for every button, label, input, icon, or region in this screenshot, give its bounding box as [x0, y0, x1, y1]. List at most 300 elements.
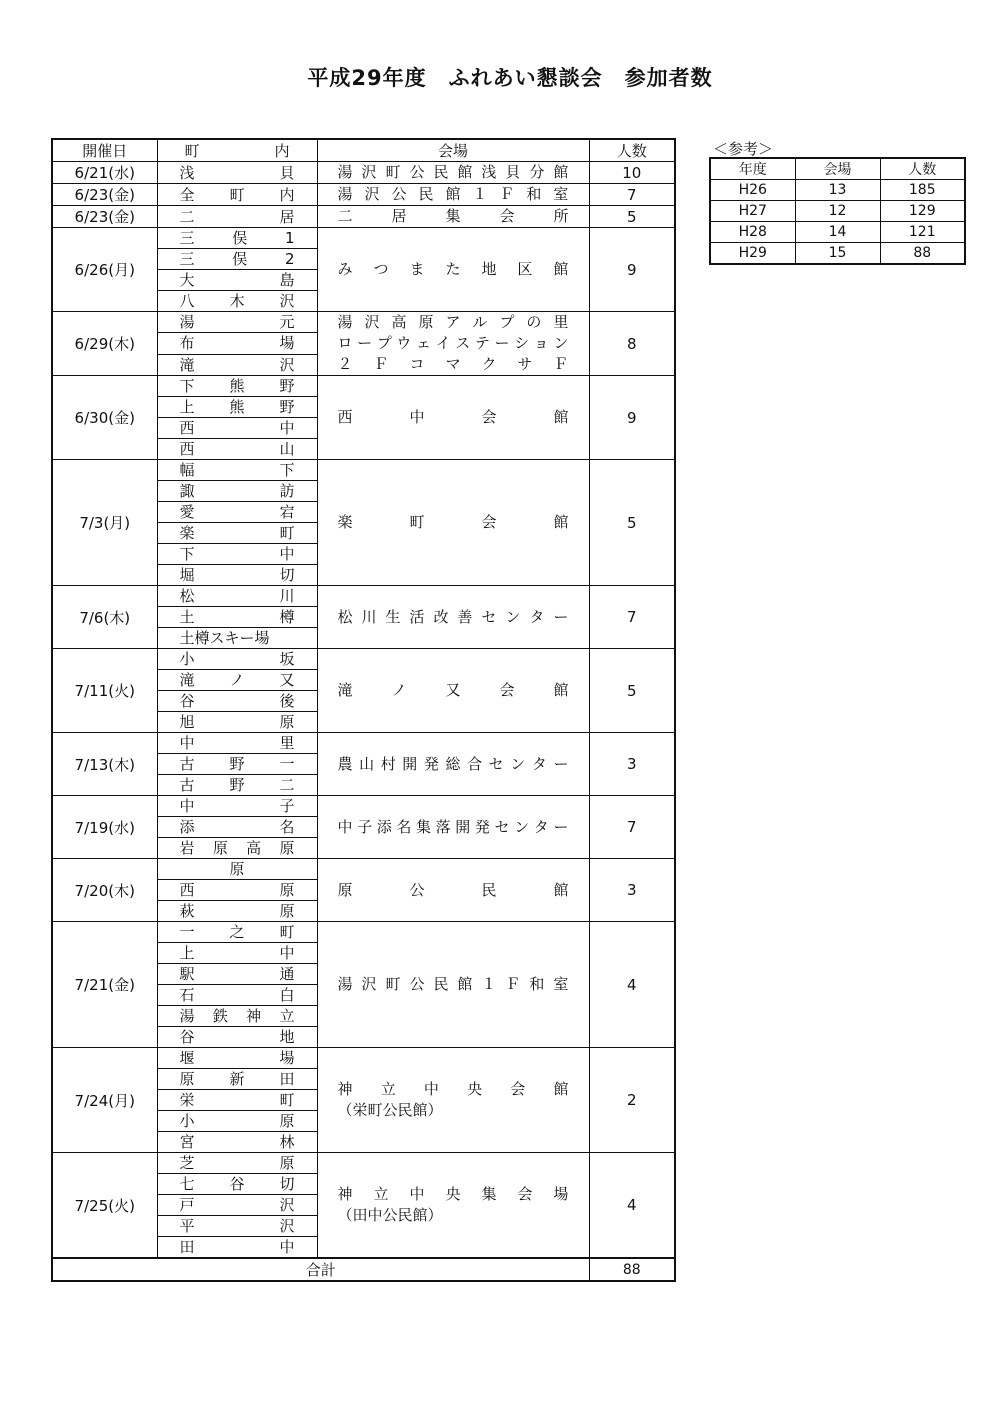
town-cell: [157, 1069, 317, 1090]
town-char: 沢: [279, 355, 295, 374]
town-char: 之: [229, 923, 245, 941]
town-cell: [157, 184, 317, 206]
town-char: ノ: [229, 671, 245, 689]
reference-row: [710, 201, 965, 222]
town-char: 子: [279, 797, 295, 815]
table-row: [52, 1048, 675, 1069]
town-cell: [157, 1153, 317, 1174]
town-cell: [157, 228, 317, 249]
town-cell: [157, 291, 317, 312]
venue-name: 湯 沢 町 公 民 館 浅 貝 分 館: [337, 163, 569, 181]
town-cell: [157, 1027, 317, 1048]
town-name: [180, 397, 295, 417]
town-char: 幅: [179, 461, 195, 479]
town-name: [180, 586, 295, 606]
reference-header: [710, 158, 965, 180]
venue-cell: [317, 586, 589, 649]
town-char: 宮: [179, 1133, 195, 1151]
venue-name: 農 山 村 開 発 総 合 セ ン タ ー: [337, 754, 569, 773]
town-char: 二: [179, 207, 195, 226]
town-char: 野: [279, 377, 295, 395]
town-name: [180, 1132, 295, 1152]
reference-cell: 129: [880, 201, 965, 222]
town-cell: [157, 607, 317, 628]
table-row: [52, 312, 675, 333]
venue-name: 湯 沢 高 原 ア ル プ の 里: [337, 313, 569, 331]
town-char: 木: [229, 292, 245, 310]
reference-cell: H28: [710, 222, 795, 243]
town-char: 宕: [279, 503, 295, 521]
town-char: 白: [279, 986, 295, 1004]
town-name: [180, 733, 295, 753]
town-char: 谷: [179, 1028, 195, 1046]
venue-name: 西 中 会 館: [337, 408, 569, 426]
session-date: 7/3(月): [52, 460, 157, 586]
town-char: 土樽スキー場: [179, 629, 270, 647]
participant-count: 10: [589, 162, 675, 184]
venue-cell: [317, 460, 589, 586]
sessions-body: [52, 162, 675, 1259]
town-cell: [157, 502, 317, 523]
table-row: [52, 206, 675, 228]
venue-name: 中 子 添 名 集 落 開 発 セ ン タ ー: [337, 817, 569, 836]
venue-name: 湯 沢 町 公 民 館 １ Ｆ 和 室: [337, 975, 569, 993]
town-char: 戸: [179, 1196, 195, 1214]
participant-count: 3: [589, 733, 675, 796]
town-char: 里: [279, 734, 295, 752]
town-char: 中: [279, 944, 295, 962]
town-name: [180, 1006, 295, 1026]
town-name: [180, 943, 295, 963]
venue-cell: [317, 206, 589, 228]
town-char: 三: [179, 229, 195, 247]
venue-cell: [317, 922, 589, 1048]
venue-cell: [317, 649, 589, 733]
town-char: 西: [179, 419, 195, 437]
header-count: 人数: [589, 139, 675, 162]
town-char: 切: [279, 1175, 295, 1193]
town-char: 谷: [229, 1175, 245, 1193]
town-char: 町: [229, 185, 245, 204]
town-char: 立: [279, 1007, 295, 1025]
reference-row: [710, 222, 965, 243]
table-row: [52, 586, 675, 607]
town-name: [180, 249, 295, 269]
town-name: [180, 754, 295, 774]
venue-cell: [317, 1048, 589, 1153]
town-char: 三: [179, 250, 195, 268]
town-name: [180, 712, 295, 732]
total-label: 合計: [52, 1258, 589, 1281]
town-char: 田: [179, 1238, 195, 1256]
town-char: 中: [179, 734, 195, 752]
town-char: 神: [246, 1007, 262, 1025]
town-name: [180, 312, 295, 332]
town-char: 諏: [179, 482, 195, 500]
session-date: 6/21(水): [52, 162, 157, 184]
participant-count: 5: [589, 206, 675, 228]
town-char: 町: [279, 1091, 295, 1109]
session-date: 7/11(火): [52, 649, 157, 733]
town-cell: [157, 964, 317, 985]
town-char: 俣: [232, 250, 248, 268]
town-name: [180, 460, 295, 480]
reference-row: [710, 180, 965, 201]
town-char: 旭: [179, 713, 195, 731]
town-char: 原: [179, 1070, 195, 1088]
table-row: [52, 184, 675, 206]
town-char: 樽: [279, 608, 295, 626]
town-name: [180, 649, 295, 669]
reference-cell: 13: [795, 180, 880, 201]
participant-count: 8: [589, 312, 675, 376]
reference-title: ＜参考＞: [713, 140, 774, 158]
session-date: 7/21(金): [52, 922, 157, 1048]
town-char: 野: [279, 398, 295, 416]
town-name: [180, 1027, 295, 1047]
town-cell: [157, 901, 317, 922]
town-char: 鉄: [212, 1007, 228, 1025]
venue-name: （栄町公民館）: [337, 1101, 443, 1119]
venue-name: 神 立 中 央 集 会 場: [337, 1185, 569, 1203]
town-char: 小: [179, 1112, 195, 1130]
town-char: 八: [179, 292, 195, 310]
town-char: 町: [279, 923, 295, 941]
town-char: 訪: [279, 482, 295, 500]
participant-count: 4: [589, 922, 675, 1048]
venue-name: 原 公 民 館: [337, 880, 569, 899]
town-char: 岩: [179, 839, 195, 857]
town-name: [180, 901, 295, 921]
town-cell: [157, 565, 317, 586]
town-cell: [157, 1237, 317, 1259]
participant-count: 5: [589, 460, 675, 586]
town-name: [180, 163, 295, 183]
table-row: [52, 1153, 675, 1174]
town-name: [180, 1153, 295, 1173]
town-char: 愛: [179, 503, 195, 521]
town-name: [180, 775, 295, 795]
town-cell: [157, 1048, 317, 1069]
town-cell: [157, 162, 317, 184]
reference-table: [709, 157, 966, 265]
town-char: 小: [179, 650, 195, 668]
town-char: 滝: [179, 671, 195, 689]
session-date: 6/26(月): [52, 228, 157, 312]
session-date: 7/13(木): [52, 733, 157, 796]
participant-count: 5: [589, 649, 675, 733]
town-cell: [157, 712, 317, 733]
town-char: 楽: [179, 524, 195, 542]
town-name: [180, 523, 295, 543]
participant-count: 7: [589, 586, 675, 649]
table-row: [52, 228, 675, 249]
table-row: [52, 376, 675, 397]
town-cell: [157, 376, 317, 397]
town-char: 沢: [279, 1196, 295, 1214]
reference-cell: H26: [710, 180, 795, 201]
table-header: [52, 139, 675, 162]
town-char: 浅: [179, 163, 195, 182]
town-name: [180, 985, 295, 1005]
town-char: 下: [179, 377, 195, 395]
town-char: 田: [279, 1070, 295, 1088]
town-cell: [157, 838, 317, 859]
participant-count: 4: [589, 1153, 675, 1259]
town-name: [180, 439, 295, 459]
town-cell: [157, 796, 317, 817]
town-char: 下: [179, 545, 195, 563]
town-char: 中: [279, 545, 295, 563]
town-char: 貝: [279, 163, 295, 182]
town-cell: [157, 1111, 317, 1132]
town-cell: [157, 1216, 317, 1237]
town-cell: [157, 523, 317, 544]
town-name: [180, 185, 295, 205]
town-char: 切: [279, 566, 295, 584]
town-char: 堰: [179, 1049, 195, 1067]
town-char: 場: [279, 334, 295, 353]
town-cell: [157, 733, 317, 754]
town-char: 場: [279, 1049, 295, 1067]
town-char: 島: [279, 271, 295, 289]
town-cell: [157, 691, 317, 712]
town-cell: [157, 775, 317, 796]
total-row: [52, 1258, 675, 1281]
town-cell: [157, 943, 317, 964]
town-char: 2: [284, 250, 295, 268]
town-cell: [157, 418, 317, 439]
town-cell: [157, 754, 317, 775]
town-char: 下: [279, 461, 295, 479]
participant-count: 2: [589, 1048, 675, 1153]
page-title: 平成29年度 ふれあい懇談会 参加者数: [307, 66, 713, 90]
town-char: 俣: [232, 229, 248, 247]
town-name: [180, 355, 295, 375]
town-cell: [157, 439, 317, 460]
town-name: [180, 817, 295, 837]
town-char: 一: [279, 755, 295, 773]
town-char: 中: [279, 419, 295, 437]
venue-name: 楽 町 会 館: [337, 513, 569, 531]
town-cell: [157, 1090, 317, 1111]
session-date: 7/20(木): [52, 859, 157, 922]
town-char: 萩: [179, 902, 195, 920]
town-char: 高: [246, 839, 262, 857]
session-date: 6/23(金): [52, 206, 157, 228]
town-char: 熊: [229, 398, 245, 416]
town-cell: [157, 817, 317, 838]
town-name: [180, 502, 295, 522]
venue-name: ロ ー プ ウ ェ イ ス テ ー シ ョ ン: [337, 334, 569, 352]
town-cell: [157, 206, 317, 228]
reference-cell: 12: [795, 201, 880, 222]
venue-name: 松 川 生 活 改 善 セ ン タ ー: [337, 607, 569, 626]
town-char: 原: [279, 902, 295, 920]
town-cell: [157, 460, 317, 481]
venue-name: 神 立 中 央 会 館: [337, 1080, 569, 1098]
town-name: [180, 859, 295, 879]
total-count: 88: [589, 1258, 675, 1281]
town-char: 滝: [179, 355, 195, 374]
town-char: 大: [179, 271, 195, 289]
town-name: [180, 1216, 295, 1236]
town-cell: [157, 859, 317, 880]
venue-cell: [317, 228, 589, 312]
venue-name: 湯 沢 公 民 館 １ Ｆ 和 室: [337, 185, 569, 203]
town-char: 一: [179, 923, 195, 941]
venue-name: ２ Ｆ コ マ ク サ Ｆ: [337, 355, 569, 373]
session-date: 6/23(金): [52, 184, 157, 206]
town-char: 原: [212, 839, 228, 857]
town-name: [180, 1111, 295, 1131]
town-cell: [157, 922, 317, 943]
town-name: [180, 1069, 295, 1089]
reference-header-cell: 会場: [795, 158, 880, 180]
town-char: 古: [179, 776, 195, 794]
town-char: 西: [179, 440, 195, 458]
venue-cell: [317, 733, 589, 796]
town-char: 湯: [179, 1007, 195, 1025]
town-char: 土: [179, 608, 195, 626]
venue-cell: [317, 1153, 589, 1259]
table-row: [52, 922, 675, 943]
town-char: 全: [179, 185, 195, 204]
town-cell: [157, 1132, 317, 1153]
town-name: [180, 1237, 295, 1257]
town-name: [180, 544, 295, 564]
reference-cell: 121: [880, 222, 965, 243]
town-char: 川: [279, 587, 295, 605]
town-name: [180, 481, 295, 501]
town-char: 上: [179, 398, 195, 416]
town-char: 原: [279, 1112, 295, 1130]
town-char: 1: [284, 229, 295, 247]
town-cell: [157, 880, 317, 901]
town-cell: [157, 354, 317, 375]
header-town: 町 内: [157, 139, 317, 162]
town-char: 後: [279, 692, 295, 710]
town-cell: [157, 670, 317, 691]
town-char: 新: [229, 1070, 245, 1088]
table-row: [52, 796, 675, 817]
town-cell: [157, 397, 317, 418]
town-cell: [157, 333, 317, 354]
town-cell: [157, 1006, 317, 1027]
town-name: [180, 922, 295, 942]
town-char: 町: [279, 524, 295, 542]
town-char: 野: [229, 755, 245, 773]
table-row: [52, 859, 675, 880]
reference-cell: H29: [710, 243, 795, 265]
venue-cell: [317, 184, 589, 206]
town-char: 原: [279, 881, 295, 899]
reference-cell: 15: [795, 243, 880, 265]
town-char: 二: [279, 776, 295, 794]
venue-cell: [317, 312, 589, 376]
town-char: 沢: [279, 292, 295, 310]
town-char: 原: [279, 839, 295, 857]
town-char: 熊: [229, 377, 245, 395]
town-char: 石: [179, 986, 195, 1004]
table-row: [52, 460, 675, 481]
town-char: 山: [279, 440, 295, 458]
town-char: 坂: [279, 650, 295, 668]
reference-row: [710, 243, 965, 265]
participant-count: 9: [589, 376, 675, 460]
town-name: [180, 291, 295, 311]
participants-table: [51, 138, 676, 1282]
town-char: 元: [279, 313, 295, 332]
town-cell: [157, 481, 317, 502]
town-name: [180, 376, 295, 396]
session-date: 7/24(月): [52, 1048, 157, 1153]
header-venue: 会場: [317, 139, 589, 162]
town-char: 湯: [179, 313, 195, 332]
venue-cell: [317, 859, 589, 922]
town-cell: [157, 312, 317, 333]
town-char: 原: [229, 860, 245, 878]
town-char: 栄: [179, 1091, 195, 1109]
town-cell: [157, 544, 317, 565]
town-cell: [157, 649, 317, 670]
town-name: [180, 228, 295, 248]
table-row: [52, 733, 675, 754]
town-char: 布: [179, 334, 195, 353]
town-cell: [157, 1174, 317, 1195]
town-name: [180, 964, 295, 984]
venue-cell: [317, 796, 589, 859]
town-name: [180, 796, 295, 816]
venue-cell: [317, 162, 589, 184]
town-name: [180, 270, 295, 290]
venue-name: （田中公民館）: [337, 1206, 443, 1224]
reference-cell: 185: [880, 180, 965, 201]
town-char: 西: [179, 881, 195, 899]
town-name: [180, 607, 295, 627]
town-name: [180, 1090, 295, 1110]
town-char: 芝: [179, 1154, 195, 1172]
town-char: 原: [279, 1154, 295, 1172]
venue-name: 滝 ノ 又 会 館: [337, 681, 569, 699]
town-name: [180, 880, 295, 900]
reference-header-cell: 年度: [710, 158, 795, 180]
participant-count: 7: [589, 184, 675, 206]
venue-name: み つ ま た 地 区 館: [337, 260, 569, 278]
participant-count: 9: [589, 228, 675, 312]
town-name: [180, 838, 295, 858]
venue-cell: [317, 376, 589, 460]
reference-header-cell: 人数: [880, 158, 965, 180]
town-char: 名: [279, 818, 295, 836]
town-char: 中: [279, 1238, 295, 1256]
town-char: 古: [179, 755, 195, 773]
town-char: 又: [279, 671, 295, 689]
table-row: [52, 162, 675, 184]
town-cell: [157, 985, 317, 1006]
session-date: 7/19(水): [52, 796, 157, 859]
town-name: [180, 1048, 295, 1068]
venue-name: 二 居 集 会 所: [337, 207, 569, 225]
participant-count: 7: [589, 796, 675, 859]
town-char: 松: [179, 587, 195, 605]
town-char: 添: [179, 818, 195, 836]
town-name: [180, 565, 295, 585]
town-char: 上: [179, 944, 195, 962]
session-date: 6/29(木): [52, 312, 157, 376]
town-cell: [157, 586, 317, 607]
session-date: 6/30(金): [52, 376, 157, 460]
